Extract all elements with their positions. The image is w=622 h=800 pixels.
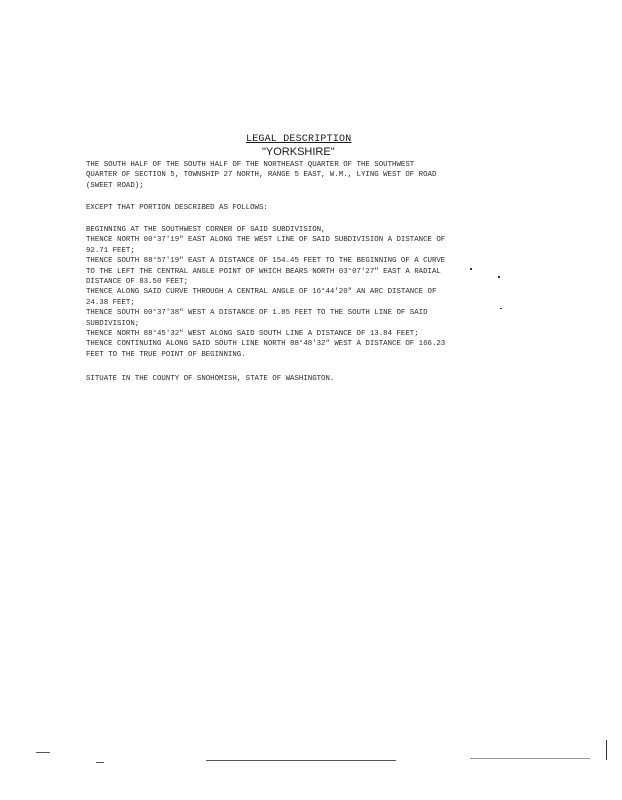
scan-speck (498, 276, 500, 278)
text-line: SITUATE IN THE COUNTY OF SNOHOMISH, STATE OF WASHINGTON. (86, 375, 335, 383)
subtitle-text: YORKSHIRE (265, 146, 331, 158)
text-line: THENCE SOUTH 00°37'38" WEST A DISTANCE OF 1.85 FEET TO THE SOUTH LINE OF SAID (86, 309, 428, 318)
description-paragraph (86, 160, 506, 191)
text-line: TO THE LEFT THE CENTRAL ANGLE POINT OF WHICH BEARS NORTH 03°07'27" EAST A RADIAL (86, 267, 441, 276)
text-line: (SWEET ROAD); (86, 181, 144, 190)
text-line: THENCE NORTH 00°37'19" EAST ALONG THE WEST LINE OF SAID SUBDIVISION A DISTANCE OF (86, 236, 446, 245)
text-line: QUARTER OF SECTION 5, TOWNSHIP 27 NORTH, RANGE 5 EAST, W.M., LYING WEST OF ROAD (86, 171, 437, 180)
text-line: DISTANCE OF 83.50 FEET; (86, 278, 189, 287)
text-line: THE SOUTH HALF OF THE SOUTH HALF OF THE NORTHEAST QUARTER OF THE SOUTHWEST (86, 161, 415, 169)
scan-edge-line (470, 758, 590, 759)
text-line: 24.38 FEET; (86, 298, 135, 307)
scan-edge-line (206, 760, 396, 761)
text-line: FEET TO THE TRUE POINT OF BEGINNING. (86, 350, 246, 359)
scan-speck (606, 740, 607, 760)
scan-edge-line (36, 752, 50, 753)
document-subtitle: "YORKSHIRE" (262, 146, 335, 158)
text-line: 92.71 FEET; (86, 246, 135, 255)
document-title: LEGAL DESCRIPTION (246, 134, 352, 145)
scan-speck (470, 268, 472, 270)
text-line: BEGINNING AT THE SOUTHWEST CORNER OF SAID SUBDIVISION, (86, 226, 326, 234)
exception-paragraph (86, 203, 506, 213)
metes-and-bounds-paragraph (86, 225, 506, 360)
scan-edge-line (96, 762, 104, 763)
text-line: EXCEPT THAT PORTION DESCRIBED AS FOLLOWS: (86, 204, 268, 212)
situate-paragraph (86, 374, 506, 384)
text-line: SUBDIVISION; (86, 319, 140, 328)
text-line: THENCE SOUTH 88°57'19" EAST A DISTANCE OF 154.45 FEET TO THE BEGINNING OF A CURVE (86, 257, 446, 266)
text-line: THENCE CONTINUING ALONG SAID SOUTH LINE NORTH 88°48'32" WEST A DISTANCE OF 166.23 (86, 340, 446, 349)
text-line: THENCE ALONG SAID CURVE THROUGH A CENTRAL ANGLE OF 16°44'20" AN ARC DISTANCE OF (86, 288, 437, 297)
text-line: THENCE NORTH 88°45'32" WEST ALONG SAID SOUTH LINE A DISTANCE OF 13.84 FEET; (86, 330, 419, 339)
scan-speck (500, 308, 502, 309)
